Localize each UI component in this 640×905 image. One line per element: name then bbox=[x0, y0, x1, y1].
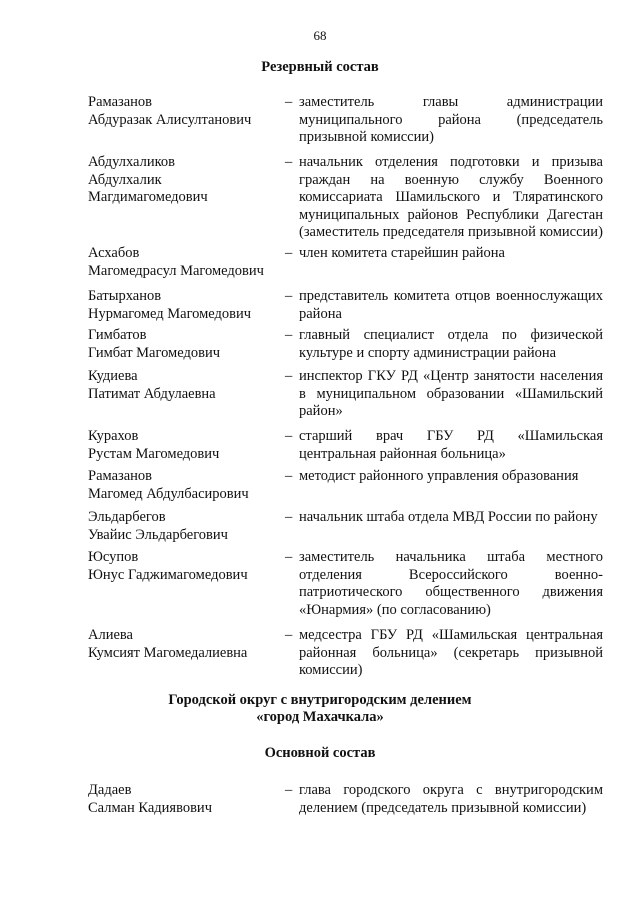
role-dash: – bbox=[285, 245, 293, 261]
member-name bbox=[88, 154, 278, 207]
role-dash: – bbox=[285, 368, 293, 384]
city-district-title-line2: «город Махачкала» bbox=[256, 709, 384, 725]
page-number: 68 bbox=[313, 28, 327, 43]
member-role bbox=[285, 428, 603, 463]
member-given-name: Абдулхалик Магдимагомедович bbox=[88, 171, 208, 205]
member-name bbox=[88, 327, 278, 362]
member-surname: Алиева bbox=[88, 627, 133, 643]
member-surname: Юсупов bbox=[88, 549, 139, 565]
member-role bbox=[285, 549, 603, 619]
member-surname: Асхабов bbox=[88, 245, 140, 261]
member-name bbox=[88, 428, 278, 463]
member-role-text: представитель комитета отцов военнослужащих района bbox=[299, 288, 603, 322]
reserve-section-title: Резервный состав bbox=[261, 59, 379, 75]
member-name bbox=[88, 368, 278, 403]
member-given-name: Абдуразак Алисултанович bbox=[88, 111, 252, 128]
member-given-name: Салман Кадиявович bbox=[88, 799, 212, 816]
member-given-name: Магомед Абдулбасирович bbox=[88, 485, 249, 502]
member-name bbox=[88, 94, 278, 129]
member-given-name: Гимбат Магомедович bbox=[88, 344, 221, 361]
member-surname: Дадаев bbox=[88, 782, 132, 798]
city-district-title bbox=[0, 692, 640, 726]
role-dash: – bbox=[285, 327, 293, 343]
role-dash: – bbox=[285, 627, 293, 643]
member-role bbox=[285, 288, 603, 323]
member-role-text: заместитель главы администрации муниципального района (председатель призывной комиссии) bbox=[299, 94, 603, 145]
main-section-title: Основной состав bbox=[264, 745, 376, 761]
member-role-text: медсестра ГБУ РД «Шамильская центральная районная больница» (секретарь призывной комиссии) bbox=[299, 627, 603, 678]
member-name bbox=[88, 288, 278, 323]
role-dash: – bbox=[285, 94, 293, 110]
member-role bbox=[285, 327, 603, 362]
member-given-name: Юнус Гаджимагомедович bbox=[88, 566, 248, 583]
member-given-name: Увайис Эльдарбегович bbox=[88, 526, 228, 543]
member-surname: Рамазанов bbox=[88, 94, 153, 110]
member-surname: Кудиева bbox=[88, 368, 138, 384]
role-dash: – bbox=[285, 509, 293, 525]
member-given-name: Магомедрасул Магомедович bbox=[88, 262, 264, 279]
member-surname: Эльдарбегов bbox=[88, 509, 166, 525]
member-name bbox=[88, 245, 278, 280]
member-name bbox=[88, 509, 278, 544]
member-role-text: начальник штаба отдела МВД России по району bbox=[299, 509, 598, 525]
member-role-text: член комитета старейшин района bbox=[299, 245, 505, 261]
member-role-text: методист районного управления образования bbox=[299, 468, 579, 484]
member-surname: Курахов bbox=[88, 428, 139, 444]
role-dash: – bbox=[285, 288, 293, 304]
member-name bbox=[88, 549, 278, 584]
member-role bbox=[285, 368, 603, 421]
member-role-text: старший врач ГБУ РД «Шамильская центральная районная больница» bbox=[299, 428, 603, 462]
member-given-name: Кумсият Магомедалиевна bbox=[88, 644, 248, 661]
role-dash: – bbox=[285, 468, 293, 484]
member-role bbox=[285, 627, 603, 680]
member-given-name: Нурмагомед Магомедович bbox=[88, 305, 252, 322]
member-role bbox=[285, 782, 603, 817]
city-district-title-line1: Городской округ с внутригородским делением bbox=[168, 692, 472, 708]
member-name bbox=[88, 627, 278, 662]
member-role-text: инспектор ГКУ РД «Центр занятости населения в муниципальном образовании «Шамильский район» bbox=[299, 368, 603, 419]
role-dash: – bbox=[285, 154, 293, 170]
member-role bbox=[285, 509, 603, 527]
member-role-text: глава городского округа с внутригородским делением (председатель призывной комиссии) bbox=[299, 782, 603, 816]
member-surname: Абдулхаликов bbox=[88, 154, 175, 170]
member-role-text: главный специалист отдела по физической культуре и спорту администрации района bbox=[299, 327, 603, 361]
member-given-name: Патимат Абдулаевна bbox=[88, 385, 216, 402]
member-role bbox=[285, 154, 603, 242]
member-role-text: заместитель начальника штаба местного отделения Всероссийского военно-патриотического общественного движения «Юнармия» (по согласованию) bbox=[299, 549, 603, 618]
role-dash: – bbox=[285, 549, 293, 565]
member-name bbox=[88, 468, 278, 503]
member-role bbox=[285, 94, 603, 147]
member-role bbox=[285, 468, 603, 486]
member-surname: Батырханов bbox=[88, 288, 162, 304]
member-surname: Гимбатов bbox=[88, 327, 147, 343]
member-role bbox=[285, 245, 603, 263]
member-role-text: начальник отделения подготовки и призыва граждан на военную службу Военного комиссариата Шамильского и Тляратинского муниципальных районов Республики Дагестан (заместитель председателя призывной комиссии) bbox=[299, 154, 603, 240]
role-dash: – bbox=[285, 428, 293, 444]
member-name bbox=[88, 782, 278, 817]
member-given-name: Рустам Магомедович bbox=[88, 445, 220, 462]
role-dash: – bbox=[285, 782, 293, 798]
member-surname: Рамазанов bbox=[88, 468, 153, 484]
